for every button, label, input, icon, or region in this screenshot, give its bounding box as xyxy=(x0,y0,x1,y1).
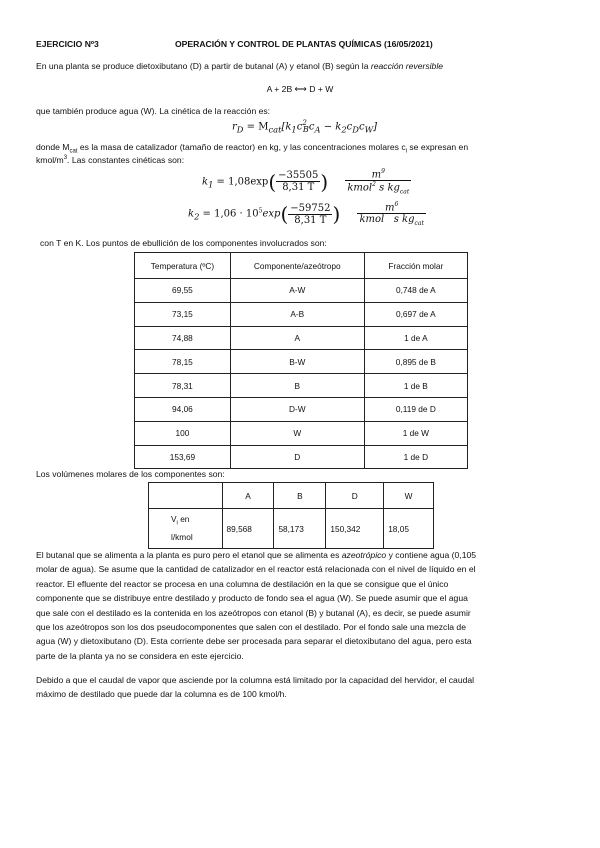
boiling-cell: W xyxy=(230,421,364,445)
boiling-row xyxy=(135,279,468,303)
intro-line xyxy=(36,61,443,71)
boiling-cell: B-W xyxy=(230,350,364,374)
reaction-equation: A + 2B ⟷ D + W xyxy=(266,84,334,94)
boiling-cell: 153,69 xyxy=(135,445,231,469)
boiling-cell: 1 de W xyxy=(364,421,467,445)
boiling-cell: 0,895 de B xyxy=(364,350,467,374)
boiling-cell: 94,06 xyxy=(135,397,231,421)
boiling-cell: D-W xyxy=(230,397,364,421)
volume-header-b: B xyxy=(274,483,326,509)
where-line-1: donde $M_{cat}$ es la masa de catalizador (tamaño de reactor) en kg, y las concentraciones molares $c_i$ se expresan en xyxy=(36,142,469,155)
paragraph-1-line: El butanal que se alimenta a la planta es puro pero el etanol que se alimenta es azeotrópico y contiene agua (0,105 xyxy=(36,550,477,560)
paragraph-2 xyxy=(36,675,566,704)
boiling-cell: 1 de D xyxy=(364,445,467,469)
boiling-row xyxy=(135,445,468,469)
boiling-cell: 78,31 xyxy=(135,374,231,398)
volume-header-w: W xyxy=(384,483,434,509)
rate-equation: $r_D = M_{cat}[k_1c^2_Bc_A - k_2c_Dc_W]$ xyxy=(232,119,378,135)
boiling-cell: 1 de B xyxy=(364,374,467,398)
intro-text: En una planta se produce dietoxibutano (D) a partir de butanal (A) y etanol (B) según la xyxy=(36,61,371,71)
boiling-cell: 1 de A xyxy=(364,326,467,350)
course-title: OPERACIÓN Y CONTROL DE PLANTAS QUÍMICAS (16/05/2021) xyxy=(175,39,433,49)
boiling-cell: 73,15 xyxy=(135,302,231,326)
boiling-row xyxy=(135,397,468,421)
boiling-row xyxy=(135,326,468,350)
volume-header-empty xyxy=(149,483,223,509)
k1-equation: $k_1 = 1,08\exp$( $\frac{-35505}{8,31 T}$ ) $\frac{m^9}{kmol^2 s kg_{cat}}$ xyxy=(202,168,410,196)
boiling-header-cell: Fracción molar xyxy=(364,253,467,279)
paragraph-1-line: que los azeótropos son los dos pseudocomponentes que salen con el destilado. Por el fondo sale una mezcla de xyxy=(36,621,466,632)
volume-header-d: D xyxy=(326,483,384,509)
paragraph-1-line: agua (W) y dietoxibutano (D). Esta corriente debe ser procesada para separar el dietoxibutano del agua, pero esta xyxy=(36,636,472,647)
boiling-row xyxy=(135,374,468,398)
intro-emphasis: reacción reversible xyxy=(370,61,444,71)
molar-volume-table xyxy=(148,482,434,549)
exercise-title: EJERCICIO Nº3 xyxy=(36,39,99,49)
volume-header-a: A xyxy=(222,483,274,509)
volumes-intro: Los volúmenes molares de los componentes son: xyxy=(36,469,225,479)
paragraph-1-line: componente que se distribuye entre destilado y producto de fondo sea el agua (W). Se puede asumir que el agua xyxy=(36,593,468,604)
boiling-row xyxy=(135,421,468,445)
boiling-cell: 69,55 xyxy=(135,279,231,303)
boiling-cell: A xyxy=(230,326,364,350)
boiling-header-cell: Temperatura (ºC) xyxy=(135,253,231,279)
volume-value-w: 18,05 xyxy=(384,509,434,549)
boiling-cell: A-B xyxy=(230,302,364,326)
k2-equation: $k_2 = 1,06 \cdot 10^5\exp$( $\frac{-59752}{8,31 T}$ ) $\frac{m^6}{kmol s kg_{cat}}$ xyxy=(188,201,424,228)
boiling-header-cell: Componente/azeótropo xyxy=(230,253,364,279)
paragraph-1-line: molar de agua). Se asume que la cantidad de catalizador en el reactor está relacionada con el nivel de líquido en el xyxy=(36,564,476,575)
volume-value-b: 58,173 xyxy=(274,509,326,549)
boiling-header-row xyxy=(135,253,468,279)
boiling-cell: D xyxy=(230,445,364,469)
paragraph-1 xyxy=(36,550,566,665)
volume-row-label: $V_i$ en l/kmol xyxy=(149,509,223,549)
boiling-cell: B xyxy=(230,374,364,398)
paragraph-1-line: que sale con el destilado es la contenida en los azeótropos con etanol (B) y butanal (A), es decir, se puede asumir xyxy=(36,607,471,618)
boiling-cell: 0,119 de D xyxy=(364,397,467,421)
boiling-cell: 78,15 xyxy=(135,350,231,374)
boiling-cell: A-W xyxy=(230,279,364,303)
boiling-cell: 74,88 xyxy=(135,326,231,350)
paragraph-1-line: parte de la planta ya no se considera en este ejercicio. xyxy=(36,650,244,661)
water-line: que también produce agua (W). La cinética de la reacción es: xyxy=(36,106,271,116)
boiling-cell: 0,697 de A xyxy=(364,302,467,326)
where-line-2: kmol/$m^3$. Las constantes cinéticas son: xyxy=(36,155,185,165)
boiling-row xyxy=(135,302,468,326)
boiling-points-table xyxy=(134,252,468,469)
volume-value-d: 150,342 xyxy=(326,509,384,549)
boiling-cell: 100 xyxy=(135,421,231,445)
paragraph-2-line: Debido a que el caudal de vapor que asciende por la columna está limitado por la capacidad del hervidor, el caudal xyxy=(36,675,475,685)
paragraph-2-line: máximo de destilado que puede dar la columna es de 100 kmol/h. xyxy=(36,689,287,700)
boiling-cell: 0,748 de A xyxy=(364,279,467,303)
boiling-intro: con T en K. Los puntos de ebullición de los componentes involucrados son: xyxy=(40,238,327,248)
paragraph-1-line: reactor. El efluente del reactor se procesa en una columna de destilación en la que se consigue que el único xyxy=(36,578,449,589)
volume-value-a: 89,568 xyxy=(222,509,274,549)
boiling-row xyxy=(135,350,468,374)
